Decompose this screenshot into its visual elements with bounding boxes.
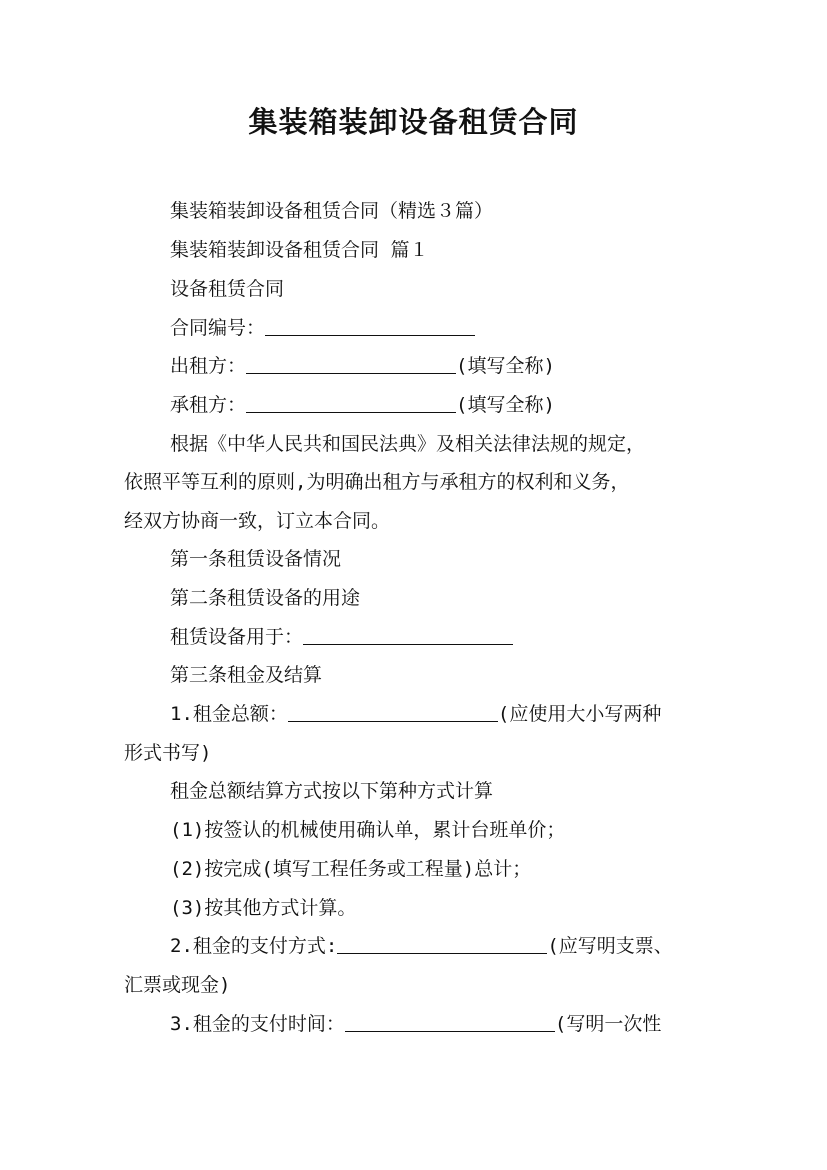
list-item: (2)按完成(填写工程任务或工程量)总计； [170,858,532,880]
contract-number-label: 合同编号： [170,317,266,339]
usage-label: 租赁设备用于： [170,626,304,648]
payment-time-blank [345,1013,555,1032]
lessor-note: (填写全称) [456,355,555,377]
lessee-blank [246,394,456,413]
paragraph-line: 形式书写) [124,742,212,764]
article-heading: 第三条租金及结算 [170,664,323,686]
payment-time-note: (写明一次性 [554,1013,662,1035]
paragraph-line: 汇票或现金) [124,974,231,996]
rent-total-note: (应使用大小写两种 [497,703,662,725]
payment-method-blank [337,935,547,954]
usage-blank [303,626,513,645]
contract-name: 设备租赁合同 [170,278,285,300]
payment-method-line [170,933,673,959]
rent-total-line [170,701,661,727]
contract-number-line [170,315,475,341]
lessee-line [170,392,555,418]
section-heading: 集装箱装卸设备租赁合同 篇１ [170,239,429,261]
lessor-blank [246,355,456,374]
rent-total-blank [288,703,498,722]
lessor-line [170,353,555,379]
lessee-note: (填写全称) [456,394,555,416]
document-title: 集装箱装卸设备租赁合同 [248,105,579,139]
paragraph-line: 经双方协商一致，订立本合同。 [124,510,391,532]
list-item: (3)按其他方式计算。 [170,897,357,919]
paragraph-line: 租金总额结算方式按以下第种方式计算 [170,780,494,802]
article-heading: 第一条租赁设备情况 [170,548,342,570]
lessee-label: 承租方： [170,394,247,416]
list-item: (1)按签认的机械使用确认单，累计台班单价； [170,819,566,841]
payment-method-note: (应写明支票、 [547,935,673,957]
contract-number-blank [265,317,475,336]
rent-total-label: 1.租金总额： [170,703,288,725]
lessor-label: 出租方： [170,355,247,377]
subtitle-line: 集装箱装卸设备租赁合同（精选３篇） [170,200,494,222]
payment-method-label: 2.租金的支付方式: [170,935,338,957]
paragraph-line: 依照平等互利的原则,为明确出租方与承租方的权利和义务， [124,471,630,493]
payment-time-line [170,1011,661,1037]
article-heading: 第二条租赁设备的用途 [170,587,361,609]
paragraph-line: 根据《中华人民共和国民法典》及相关法律法规的规定， [170,433,646,455]
payment-time-label: 3.租金的支付时间： [170,1013,345,1035]
usage-line [170,624,513,650]
